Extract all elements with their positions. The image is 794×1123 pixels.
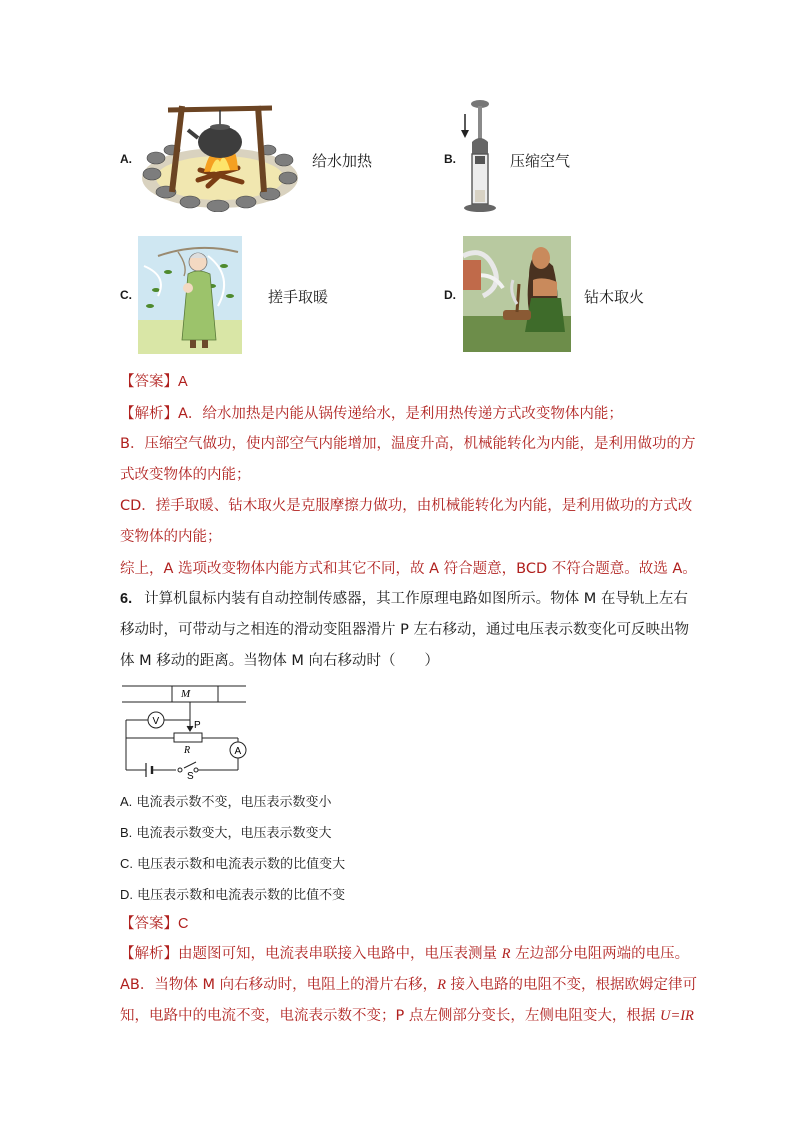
label-a: A: [234, 746, 242, 757]
choice-letter: B.: [120, 825, 133, 840]
choice-letter: C.: [120, 856, 133, 871]
variable-r: R: [501, 946, 511, 962]
option-b-text: 压缩空气: [510, 152, 571, 170]
choice-letter: D.: [120, 887, 133, 902]
analysis-text: A．给水加热是内能从锅传递给水，是利用热传递方式改变物体内能；: [178, 406, 623, 422]
answer-value: A: [178, 374, 188, 390]
analysis-text: 由题图可知，电流表串联接入电路中，电压表测量: [178, 946, 502, 962]
q6-choice-b[interactable]: [120, 822, 331, 841]
label-s: S: [187, 771, 194, 780]
q6-analysis-line-3: [120, 1006, 694, 1026]
q5-analysis-line-4: CD．搓手取暖、钻木取火是克服摩擦力做功，由机械能转化为内能，是利用做功的方式改: [120, 498, 693, 514]
option-d-text: 钻木取火: [584, 288, 645, 306]
option-c-text: 搓手取暖: [268, 288, 329, 306]
q5-analysis-line-1: [120, 404, 623, 424]
option-a-text: 给水加热: [312, 152, 373, 170]
q6-choice-d[interactable]: [120, 884, 345, 903]
switch-contact-left: [178, 768, 182, 772]
q5-analysis-line-3: 式改变物体的内能；: [120, 467, 251, 483]
drilling-wood-fire-illustration: [463, 236, 571, 352]
q5-analysis-line-6: 综上，A 选项改变物体内能方式和其它不同，故 A 符合题意，BCD 不符合题意。故选 A。: [120, 561, 697, 577]
q6-choice-a[interactable]: [120, 791, 331, 810]
answer-tag: 【答案】: [120, 916, 178, 932]
q6-stem-line-2: 移动时，可带动与之相连的滑动变阻器滑片 P 左右移动，通过电压表示数变化可反映出物: [120, 622, 689, 638]
formula-u-ir: U=IR: [659, 1008, 694, 1024]
analysis-text: 知，电路中的电流不变，电流表示数不变；P 点左侧部分变长，左侧电阻变大，根据: [120, 1008, 660, 1024]
air-compression-syringe-illustration: [458, 98, 498, 216]
q6-answer-line: [120, 914, 188, 934]
question-number: 6.: [120, 591, 133, 607]
analysis-text: AB．当物体 M 向右移动时，电阻上的滑片右移，: [120, 977, 438, 993]
rubbing-hands-elder-illustration: [138, 236, 242, 354]
answer-value: C: [178, 916, 189, 932]
q6-analysis-line-2: [120, 975, 697, 995]
label-r: R: [184, 745, 191, 756]
kettle-over-campfire-illustration: [138, 100, 302, 212]
label-v: V: [152, 716, 160, 727]
q6-stem-line-3: 体 M 移动的距离。当物体 M 向右移动时（ ）: [120, 653, 439, 669]
choice-text: 电压表示数和电流表示数的比值不变: [137, 888, 346, 903]
option-c-letter: C.: [120, 288, 132, 302]
analysis-tag: 【解析】: [120, 946, 178, 962]
q6-choice-c[interactable]: [120, 853, 345, 872]
analysis-tag: 【解析】: [120, 406, 178, 422]
q5-analysis-line-2: B．压缩空气做功，使内部空气内能增加，温度升高，机械能转化为内能，是利用做功的方: [120, 436, 696, 452]
choice-letter: A.: [120, 794, 133, 809]
choice-text: 电流表示数变大，电压表示数变大: [136, 826, 332, 841]
answer-tag: 【答案】: [120, 374, 178, 390]
option-b-letter: B.: [444, 152, 456, 166]
choice-text: 电压表示数和电流表示数的比值变大: [137, 857, 346, 872]
q6-analysis-line-1: [120, 944, 689, 964]
switch-contact-right: [194, 768, 198, 772]
analysis-text: 左边部分电阻两端的电压。: [510, 946, 690, 962]
q6-stem-text: 计算机鼠标内装有自动控制传感器，其工作原理电路如图所示。物体 M 在导轨上左右: [144, 591, 688, 607]
q5-answer-line: [120, 372, 188, 392]
option-a-letter: A.: [120, 152, 132, 166]
option-d-letter: D.: [444, 288, 456, 302]
analysis-text: 接入电路的电阻不变，根据欧姆定律可: [445, 977, 698, 993]
circuit-diagram: [118, 684, 252, 780]
label-m: M: [181, 688, 191, 700]
label-p: P: [194, 720, 201, 731]
q6-stem-line-1: [120, 589, 688, 609]
choice-text: 电流表示数不变，电压表示数变小: [136, 795, 332, 810]
variable-r: R: [437, 977, 446, 993]
q5-analysis-line-5: 变物体的内能；: [120, 529, 222, 545]
